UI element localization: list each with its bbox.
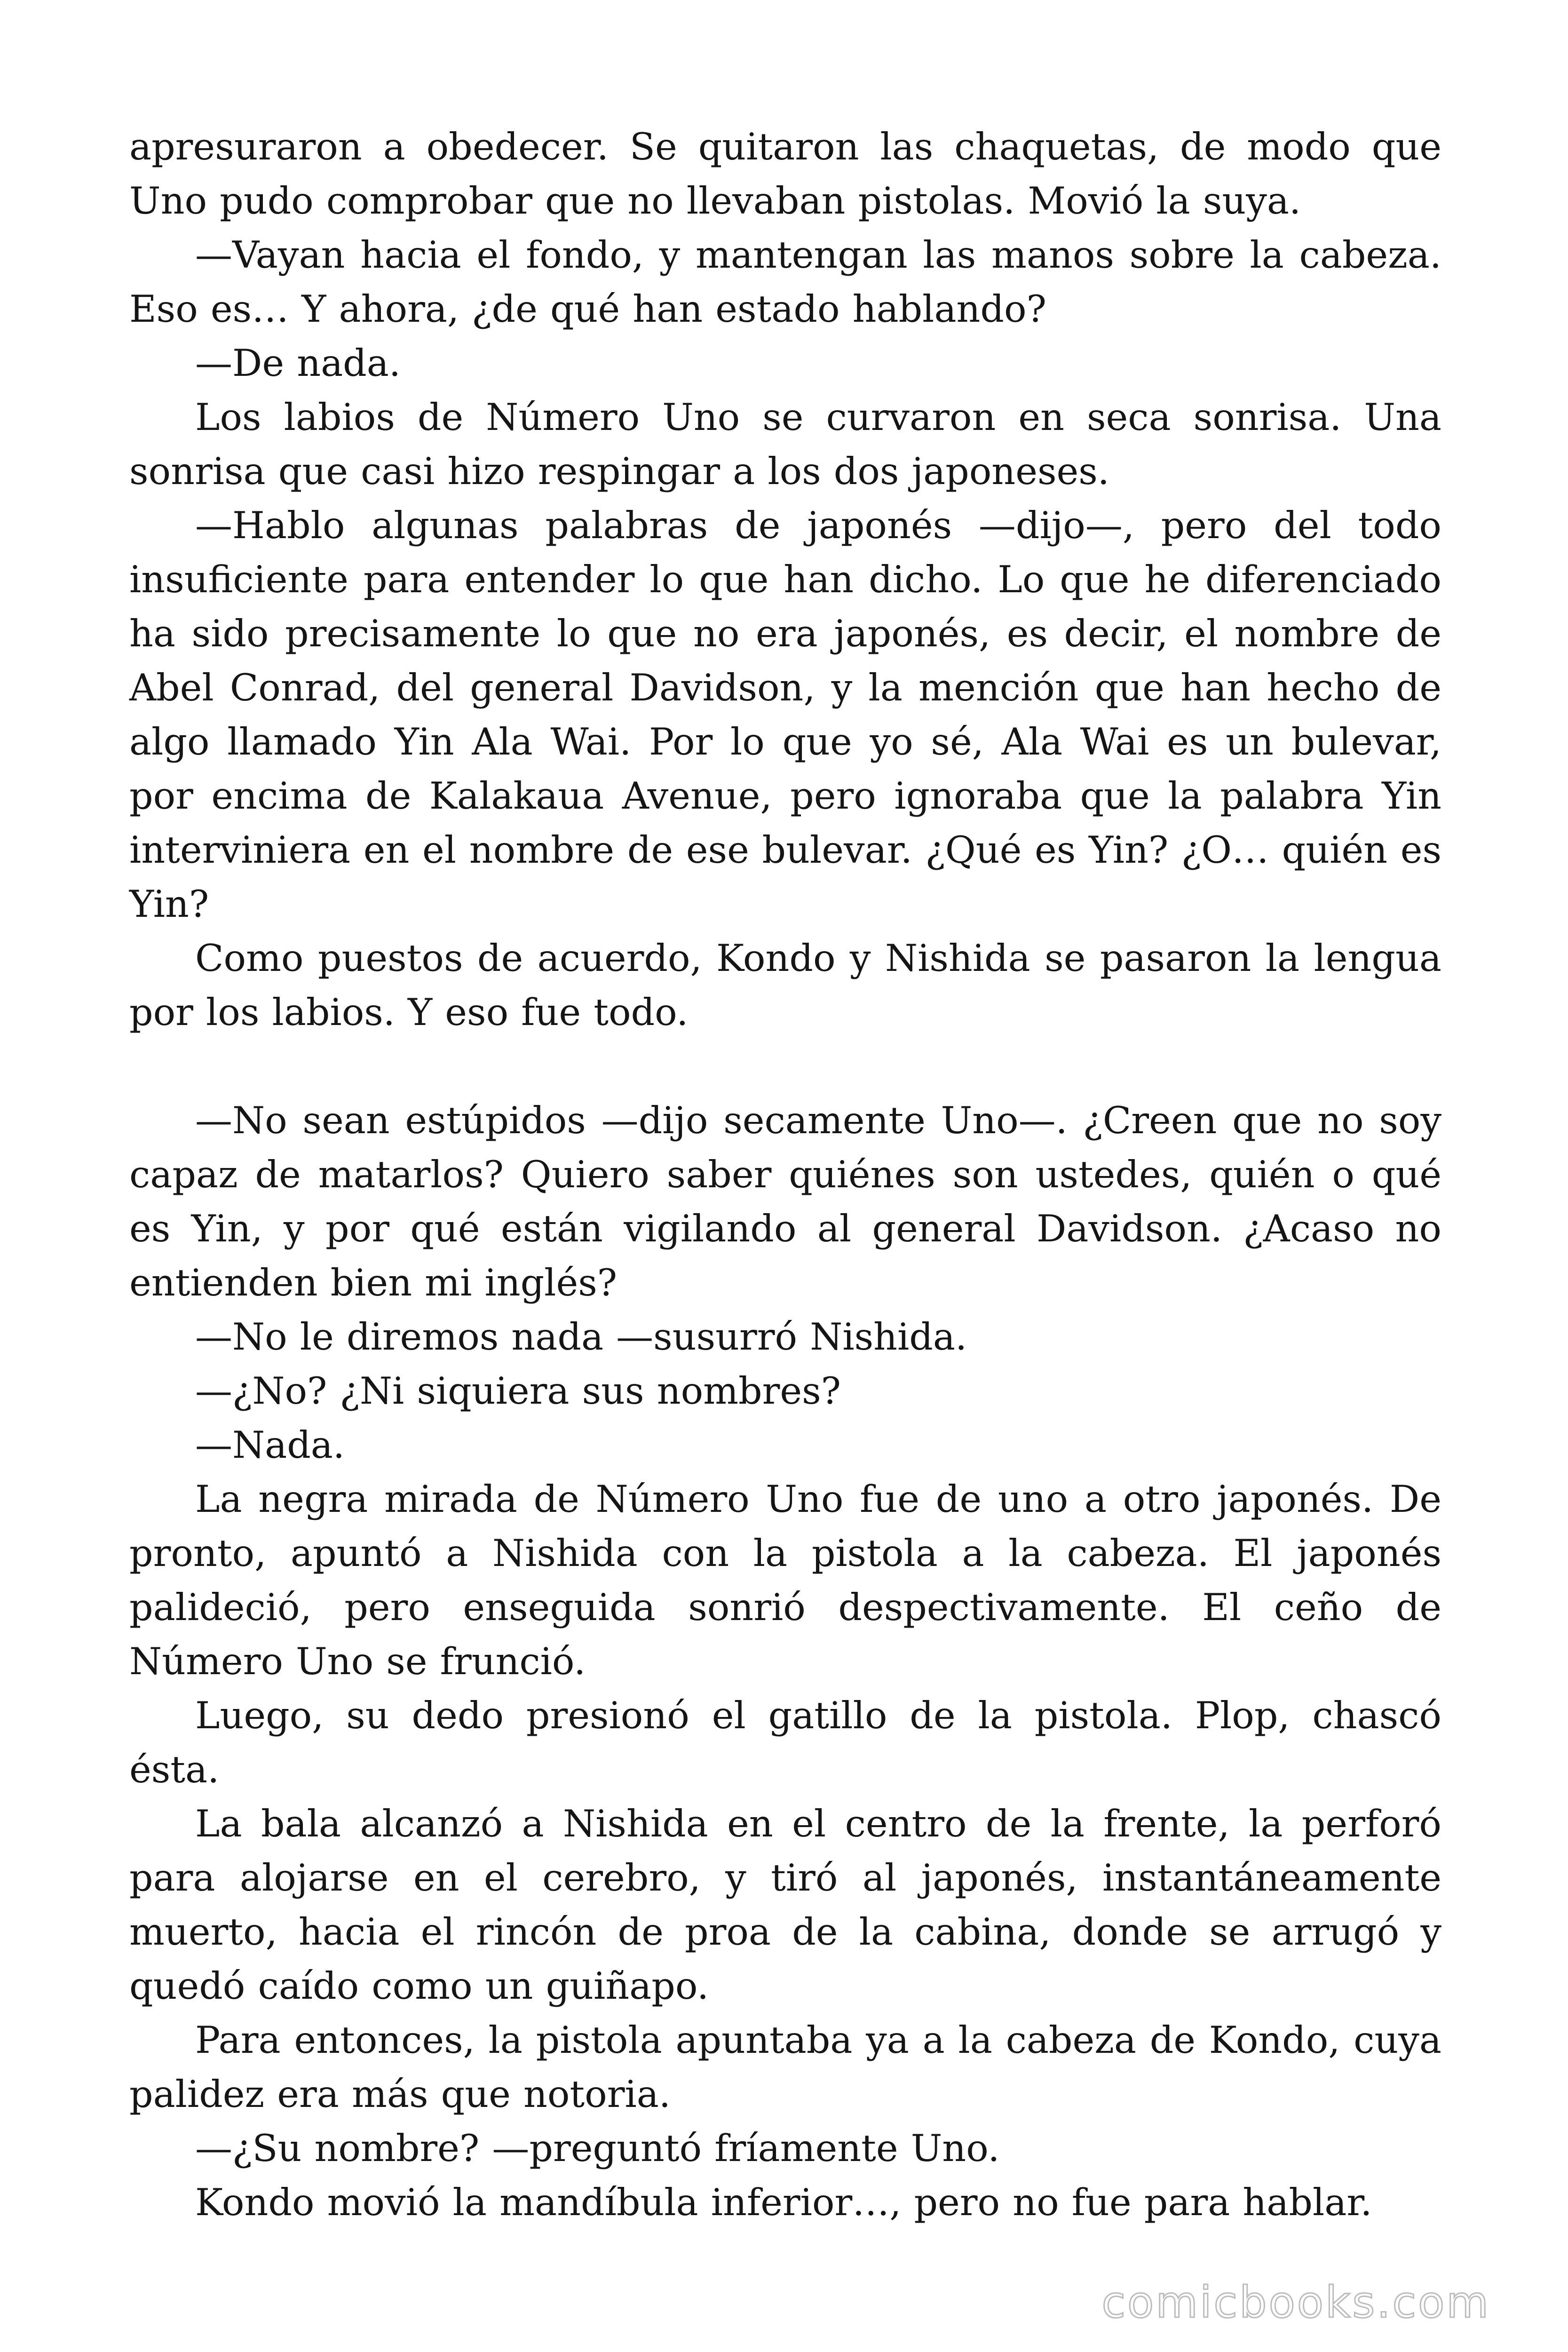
paragraph-1: apresuraron a obedecer. Se quitaron las chaquetas, de modo que Uno pudo comprobar que no llevaban pistolas. Movió la suya. xyxy=(129,125,1441,222)
paragraph-8: —No le diremos nada —susurró Nishida. xyxy=(195,1315,967,1359)
paragraph-10: —Nada. xyxy=(195,1423,345,1467)
paragraph-7: —No sean estúpidos —dijo secamente Uno—. ¿Creen que no soy capaz de matarlos? Quiero saber quiénes son ustedes, quién o qué es Yin, y por qué están vigilando al general Davidson. ¿Acaso no entienden bien mi inglés? xyxy=(129,1099,1441,1304)
paragraph-13: La bala alcanzó a Nishida en el centro de la frente, la perforó para alojarse en el cerebro, y tiró al japonés, instantáneamente muerto, hacia el rincón de proa de la cabina, donde se arrugó y quedó caído como un guiñapo. xyxy=(129,1802,1441,2008)
paragraph-15: —¿Su nombre? —preguntó fríamente Uno. xyxy=(195,2127,1000,2170)
watermark: comicbooks.com xyxy=(1101,2277,1490,2328)
paragraph-12: Luego, su dedo presionó el gatillo de la pistola. Plop, chascó ésta. xyxy=(129,1694,1441,1791)
paragraph-6: Como puestos de acuerdo, Kondo y Nishida se pasaron la lengua por los labios. Y eso fue todo. xyxy=(129,937,1441,1034)
paragraph-2: —Vayan hacia el fondo, y mantengan las manos sobre la cabeza. Eso es… Y ahora, ¿de qué han estado hablando? xyxy=(129,233,1441,331)
paragraph-3: —De nada. xyxy=(195,342,401,385)
paragraph-14: Para entonces, la pistola apuntaba ya a la cabeza de Kondo, cuya palidez era más que notoria. xyxy=(129,2018,1441,2116)
body-text xyxy=(129,120,1441,2230)
paragraph-4: Los labios de Número Uno se curvaron en seca sonrisa. Una sonrisa que casi hizo respingar a los dos japoneses. xyxy=(129,396,1441,493)
paragraph-5: —Hablo algunas palabras de japonés —dijo—, pero del todo insuficiente para entender lo que han dicho. Lo que he diferenciado ha sido precisamente lo que no era japonés, es decir, el nombre de Abel Conrad, del general Davidson, y la mención que han hecho de algo llamado Yin Ala Wai. Por lo que yo sé, Ala Wai es un bulevar, por encima de Kalakaua Avenue, pero ignoraba que la palabra Yin interviniera en el nombre de ese bulevar. ¿Qué es Yin? ¿O… quién es Yin? xyxy=(129,504,1441,926)
paragraph-16: Kondo movió la mandíbula inferior…, pero no fue para hablar. xyxy=(195,2181,1372,2224)
paragraph-9: —¿No? ¿Ni siquiera sus nombres? xyxy=(195,1369,841,1413)
paragraph-11: La negra mirada de Número Uno fue de uno a otro japonés. De pronto, apuntó a Nishida con la pistola a la cabeza. El japonés palideció, pero enseguida sonrió despectivamente. El ceño de Número Uno se frunció. xyxy=(129,1478,1441,1683)
